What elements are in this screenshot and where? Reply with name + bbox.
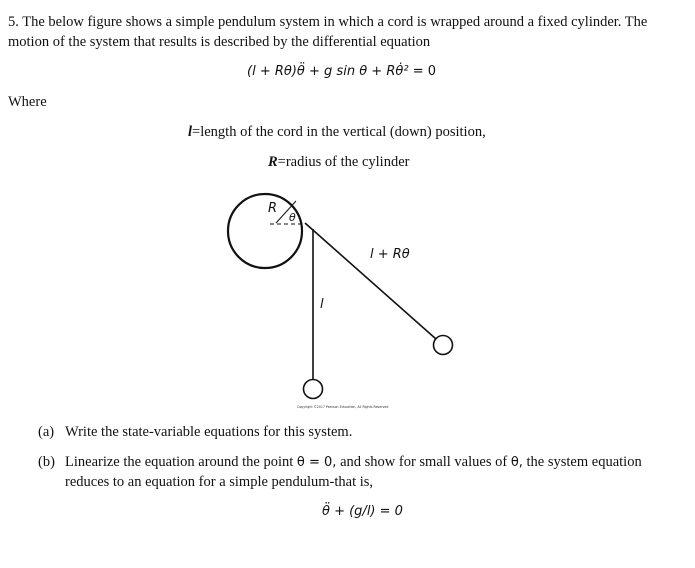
eq-plus-2: + bbox=[371, 64, 383, 79]
label-l-plus-Rtheta: l + Rθ bbox=[370, 247, 410, 262]
question-b bbox=[38, 454, 642, 471]
question-b-marker: (b) bbox=[38, 454, 55, 470]
eq-equals: = 0 bbox=[412, 64, 436, 79]
final-equation: θ̈ + (g/l) = 0 bbox=[322, 504, 403, 519]
eq-term-2: g sin θ bbox=[324, 64, 368, 79]
cylinder bbox=[228, 194, 302, 268]
question-b-text-1: Linearize the equation around the point bbox=[65, 454, 294, 470]
question-a bbox=[38, 424, 352, 441]
question-b-theta: θ, bbox=[510, 455, 523, 470]
question-b-text-2: and show for small values of bbox=[340, 454, 508, 470]
definition-R-symbol: R bbox=[268, 154, 278, 170]
question-b-line-2: reduces to an equation for a simple pendulum-that is, bbox=[65, 474, 374, 490]
eq-plus-1: + bbox=[309, 64, 320, 79]
question-b-text-3: the system equation bbox=[526, 454, 642, 470]
where-label: Where bbox=[8, 94, 47, 110]
copyright-note: Copyright ©2017 Pearson Education, All Rights Reserved bbox=[297, 405, 389, 409]
question-a-marker: (a) bbox=[38, 424, 55, 440]
problem-number: 5. bbox=[8, 14, 19, 30]
eq-term-1: (l + Rθ)θ̈ bbox=[247, 64, 305, 79]
label-R: R bbox=[268, 201, 278, 216]
definition-R-text: =radius of the cylinder bbox=[277, 154, 410, 170]
bob-vertical bbox=[304, 380, 323, 399]
definition-l-symbol: l bbox=[188, 124, 193, 140]
bob-swung bbox=[434, 336, 453, 355]
swung-cord bbox=[305, 223, 436, 339]
eq-term-3: Rθ̇² bbox=[386, 64, 409, 79]
problem-intro-text: The below figure shows a simple pendulum system in which a cord is wrapped around a fixed cylinder. The motion of the system that results is described by the differential equation bbox=[8, 14, 648, 50]
question-b-point: θ = 0, bbox=[296, 455, 337, 470]
question-a-text: Write the state-variable equations for this system. bbox=[65, 424, 353, 440]
label-theta: θ bbox=[289, 211, 296, 224]
definition-l-text: =length of the cord in the vertical (down) position, bbox=[192, 124, 486, 140]
label-l: l bbox=[320, 297, 324, 312]
